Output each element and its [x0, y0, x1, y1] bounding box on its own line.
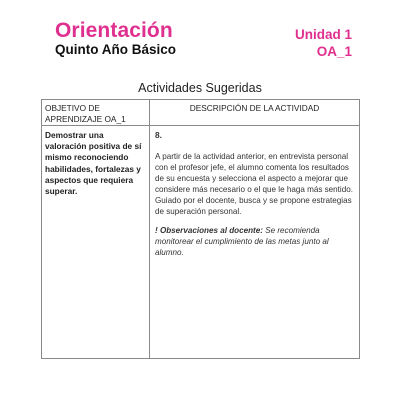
oa-label: OA_1: [316, 44, 352, 59]
table-header-row: [42, 100, 360, 126]
document-title: Orientación: [55, 19, 173, 42]
table-row: [42, 126, 360, 359]
observation-text: Se recomienda monitorear el cumplimiento de las metas junto al alumno.: [155, 226, 329, 258]
description-cell: [150, 126, 360, 359]
observation-label: ! Observaciones al docente:: [155, 226, 263, 236]
document-subtitle: Quinto Año Básico: [55, 42, 176, 57]
header-description: DESCRIPCIÓN DE LA ACTIVIDAD: [150, 100, 360, 126]
unit-label: Unidad 1: [294, 27, 352, 42]
activity-table: [41, 99, 360, 359]
objective-cell: Demostrar una valoración positiva de sí mismo reconociendo habilidades, fortalezas y aspectos que requiera superar.: [42, 126, 150, 359]
activity-text: A partir de la actividad anterior, en entrevista personal con el profesor jefe, el alumno comenta los resultados de su encuesta y selecciona el aspecto a mejorar que considere más necesario o el que le haga más sentido. Guiado por el docente, busca y se propone estrategias de superación personal.: [155, 151, 353, 216]
header-objective: OBJETIVO DE APRENDIZAJE OA_1: [42, 100, 150, 126]
section-heading: Actividades Sugeridas: [138, 81, 262, 95]
activity-number: 8.: [155, 130, 162, 140]
teacher-observation: [155, 225, 353, 258]
